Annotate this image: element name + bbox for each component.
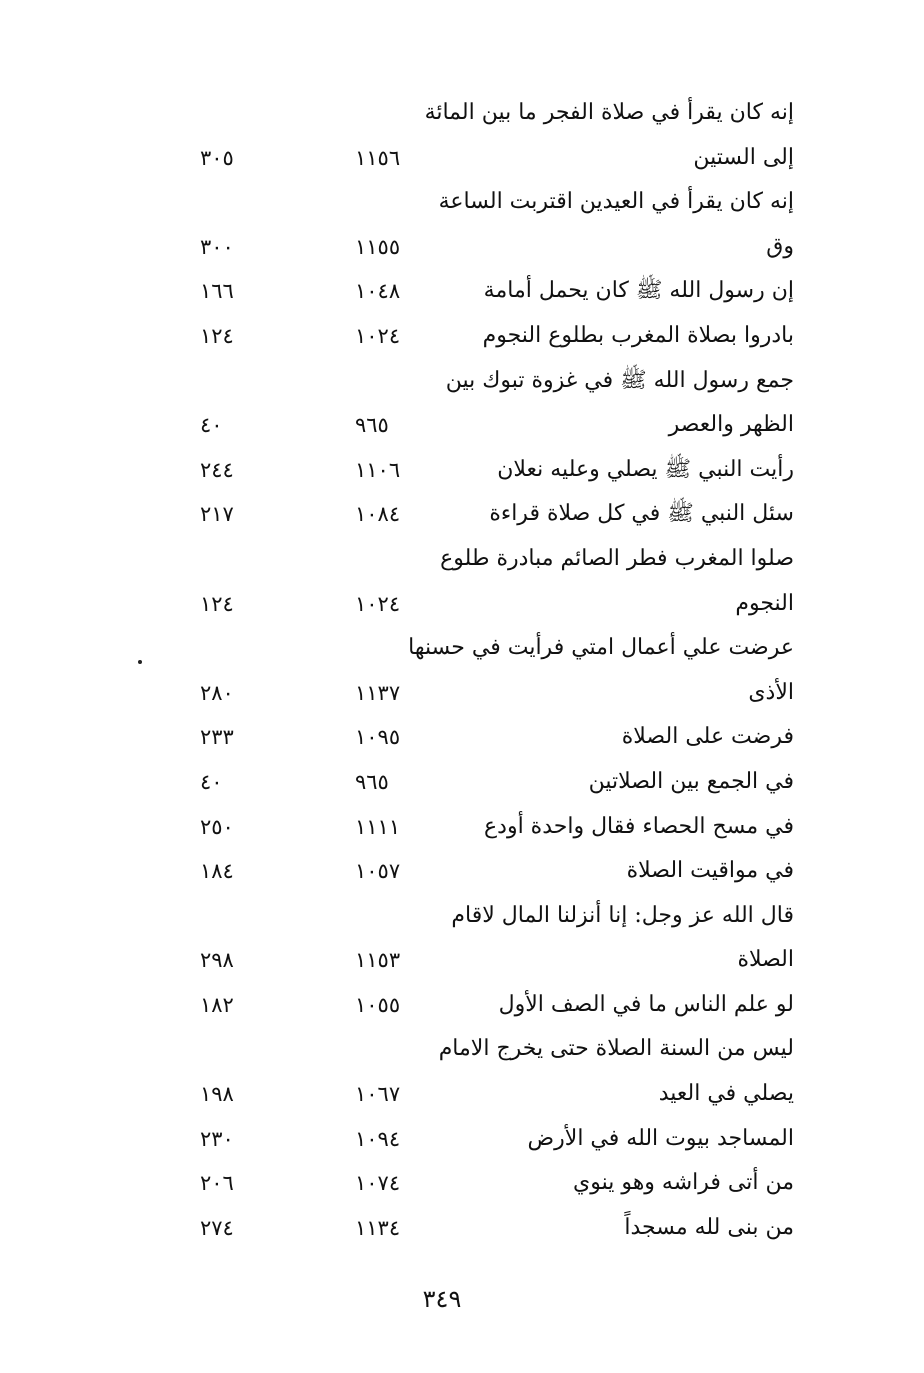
entry-text: الظهر والعصر xyxy=(668,412,794,438)
hadith-number: ١٠٩٥ xyxy=(355,725,401,750)
hadith-number: ١٠٥٧ xyxy=(355,859,401,884)
page-reference: ٢٣٣ xyxy=(200,725,234,750)
index-list xyxy=(0,92,924,1251)
stray-mark xyxy=(138,660,142,664)
hadith-number: ١١٥٦ xyxy=(355,145,401,170)
entry-text: صلوا المغرب فطر الصائم مبادرة طلوع xyxy=(440,545,794,571)
hadith-number: ١٠٦٧ xyxy=(355,1082,401,1107)
index-entry xyxy=(0,716,924,761)
index-entry xyxy=(0,226,924,271)
page-reference: ٤٠ xyxy=(200,413,223,438)
hadith-number: ١٠٢٤ xyxy=(355,591,401,616)
index-entry xyxy=(0,137,924,182)
index-entry xyxy=(0,92,924,137)
index-entry xyxy=(0,538,924,583)
entry-text: إنه كان يقرأ في العيدين اقتربت الساعة xyxy=(438,189,794,215)
page-reference: ٣٠٠ xyxy=(200,234,234,259)
index-entry xyxy=(0,583,924,628)
hadith-number: ١٠٨٤ xyxy=(355,502,401,527)
page-reference: ١٢٤ xyxy=(200,323,234,348)
page-number-text: ٣٤٩ xyxy=(422,1285,462,1313)
entry-text: الصلاة xyxy=(737,947,794,973)
page-reference: ٢٥٠ xyxy=(200,814,234,839)
page-reference: ١٨٤ xyxy=(200,859,234,884)
page-reference: ٢١٧ xyxy=(200,502,234,527)
hadith-number: ١٠٧٤ xyxy=(355,1171,401,1196)
entry-text: في الجمع بين الصلاتين xyxy=(588,768,794,794)
index-entry xyxy=(0,449,924,494)
entry-text: يصلي في العيد xyxy=(658,1081,794,1107)
hadith-number: ١٠٩٤ xyxy=(355,1126,401,1151)
index-entry xyxy=(0,939,924,984)
entry-text: بادروا بصلاة المغرب بطلوع النجوم xyxy=(482,322,794,348)
page-reference: ٢٣٠ xyxy=(200,1126,234,1151)
hadith-number: ٩٦٥ xyxy=(355,769,389,794)
hadith-number: ١١٥٣ xyxy=(355,948,401,973)
entry-text: جمع رسول الله ﷺ في غزوة تبوك بين xyxy=(445,367,794,393)
page-number xyxy=(0,1285,924,1313)
page-reference: ٣٠٥ xyxy=(200,145,234,170)
index-entry xyxy=(0,315,924,360)
index-entry xyxy=(0,1118,924,1163)
page-reference: ٢٠٦ xyxy=(200,1171,234,1196)
index-entry xyxy=(0,493,924,538)
index-entry xyxy=(0,270,924,315)
index-entry xyxy=(0,360,924,405)
entry-text: سئل النبي ﷺ في كل صلاة قراءة xyxy=(489,501,794,527)
index-entry xyxy=(0,404,924,449)
index-entry xyxy=(0,761,924,806)
index-entry xyxy=(0,1073,924,1118)
page-reference: ٢٨٠ xyxy=(200,680,234,705)
index-entry xyxy=(0,850,924,895)
index-entry xyxy=(0,672,924,717)
entry-text: النجوم xyxy=(735,590,794,616)
page-reference: ٢٧٤ xyxy=(200,1215,234,1240)
index-entry xyxy=(0,984,924,1029)
hadith-number: ١٠٢٤ xyxy=(355,323,401,348)
page-reference: ١٨٢ xyxy=(200,992,234,1017)
entry-text: في مواقيت الصلاة xyxy=(626,858,794,884)
page-reference: ١٢٤ xyxy=(200,591,234,616)
hadith-number: ١١٥٥ xyxy=(355,234,401,259)
entry-text: الأذى xyxy=(748,679,794,705)
entry-text: في مسح الحصاء فقال واحدة أودع xyxy=(484,813,794,839)
index-entry xyxy=(0,181,924,226)
hadith-number: ١١٣٤ xyxy=(355,1215,401,1240)
index-entry xyxy=(0,1207,924,1252)
hadith-number: ١١١١ xyxy=(355,814,401,839)
hadith-number: ٩٦٥ xyxy=(355,413,389,438)
entry-text: وق xyxy=(766,233,794,259)
index-entry xyxy=(0,1162,924,1207)
hadith-number: ١١٣٧ xyxy=(355,680,401,705)
entry-text: إنه كان يقرأ في صلاة الفجر ما بين المائة xyxy=(424,100,794,125)
entry-text: فرضت على الصلاة xyxy=(621,724,794,750)
index-entry xyxy=(0,895,924,940)
index-entry xyxy=(0,1028,924,1073)
page-reference: ١٩٨ xyxy=(200,1082,234,1107)
entry-text: عرضت علي أعمال امتي فرأيت في حسنها xyxy=(408,635,794,661)
entry-text: إلى الستين xyxy=(693,144,794,170)
index-entry xyxy=(0,806,924,851)
entry-text: المساجد بيوت الله في الأرض xyxy=(527,1125,794,1151)
page-reference: ٤٠ xyxy=(200,769,223,794)
page-reference: ١٦٦ xyxy=(200,279,234,304)
entry-text: ليس من السنة الصلاة حتى يخرج الامام xyxy=(438,1036,794,1062)
entry-text: قال الله عز وجل: إنا أنزلنا المال لاقام xyxy=(451,902,794,928)
hadith-number: ١٠٥٥ xyxy=(355,992,401,1017)
entry-text: لو علم الناس ما في الصف الأول xyxy=(498,991,794,1017)
hadith-number: ١١٠٦ xyxy=(355,457,401,482)
page-reference: ٢٤٤ xyxy=(200,457,234,482)
entry-text: من أتى فراشه وهو ينوي xyxy=(572,1170,794,1196)
hadith-number: ١٠٤٨ xyxy=(355,279,401,304)
entry-text: من بنى لله مسجداً xyxy=(624,1214,794,1240)
entry-text: رأيت النبي ﷺ يصلي وعليه نعلان xyxy=(497,456,794,482)
page-reference: ٢٩٨ xyxy=(200,948,234,973)
index-entry xyxy=(0,627,924,672)
entry-text: إن رسول الله ﷺ كان يحمل أمامة xyxy=(483,278,794,304)
